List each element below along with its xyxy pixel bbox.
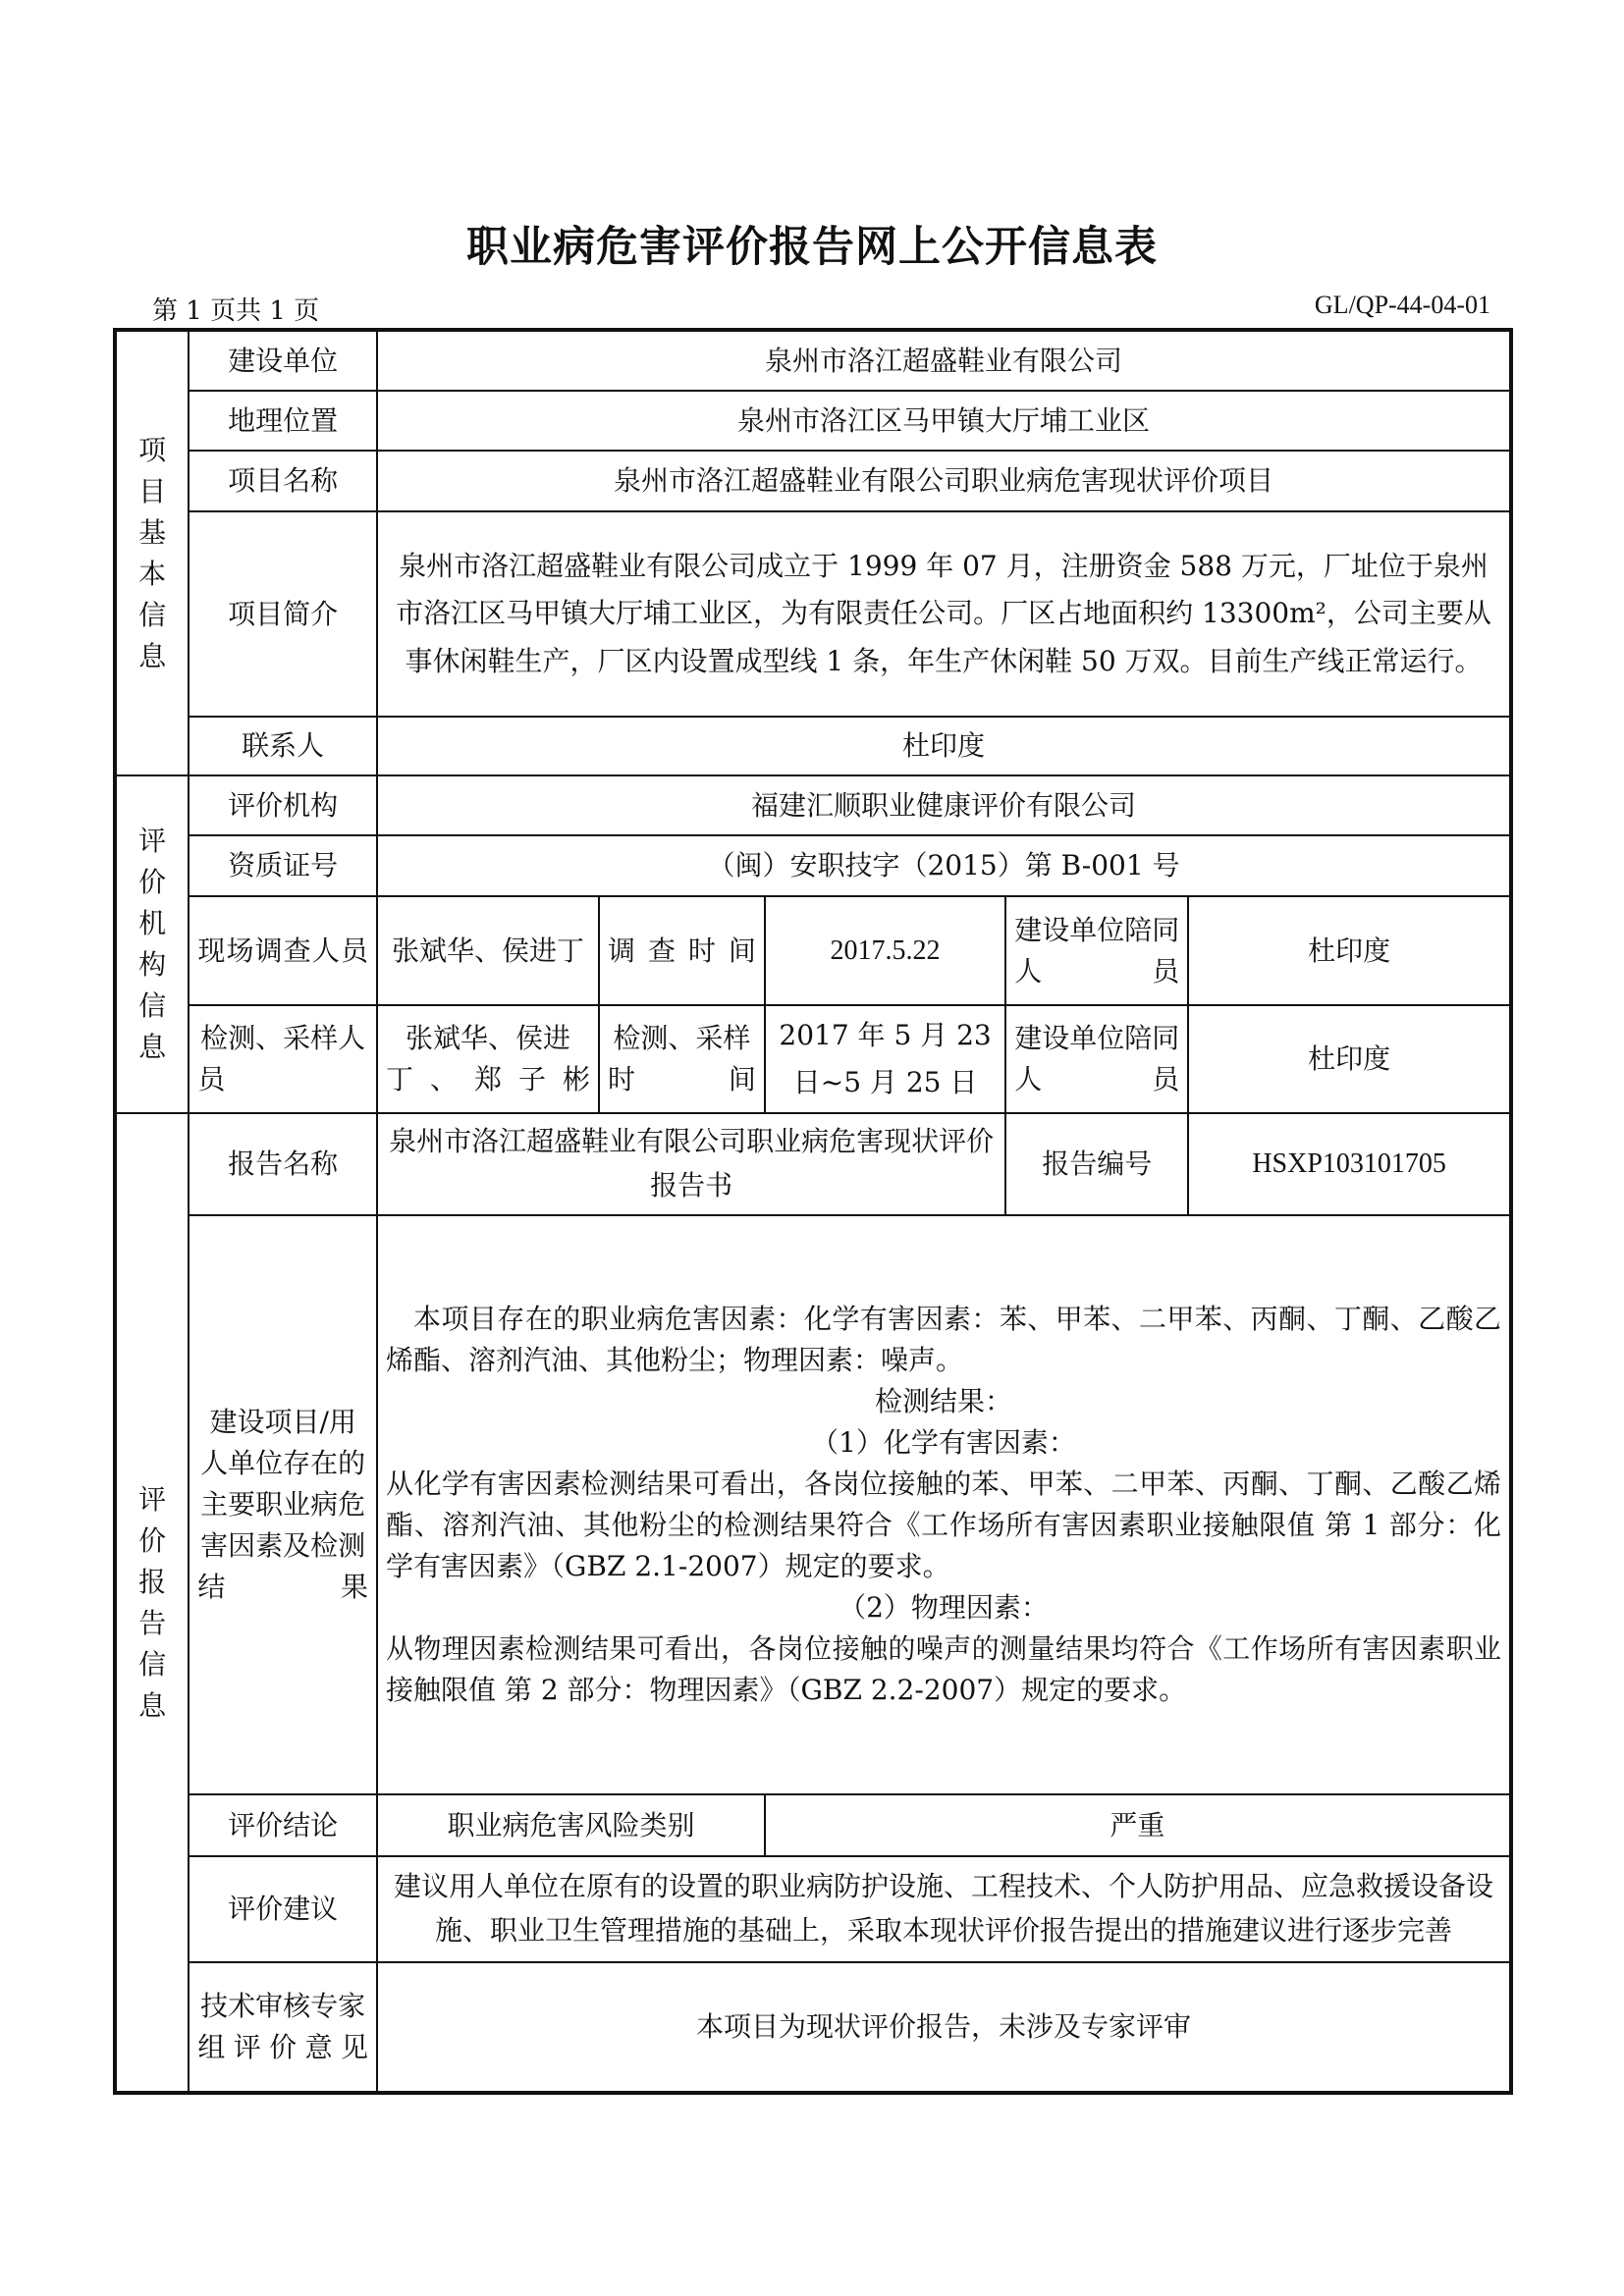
expert-value: 本项目为现状评价报告，未涉及专家评审 bbox=[377, 1962, 1511, 2093]
survey-time-value: 2017.5.22 bbox=[765, 896, 1005, 1005]
factors-chemical-heading: （1）化学有害因素： bbox=[811, 1426, 1076, 1459]
document-code: GL/QP-44-04-01 bbox=[1314, 291, 1490, 319]
sampling-escort-value: 杜印度 bbox=[1188, 1005, 1511, 1113]
row-report-name bbox=[115, 1113, 1511, 1215]
row-conclusion bbox=[115, 1794, 1511, 1856]
cert-label: 资质证号 bbox=[189, 835, 377, 896]
project-intro-label: 项目简介 bbox=[189, 511, 377, 717]
row-cert bbox=[115, 835, 1511, 896]
project-name-label: 项目名称 bbox=[189, 451, 377, 511]
report-no-label: 报告编号 bbox=[1005, 1113, 1188, 1215]
risk-category-label: 职业病危害风险类别 bbox=[377, 1794, 765, 1856]
info-table bbox=[113, 328, 1513, 2095]
location-label: 地理位置 bbox=[189, 391, 377, 451]
survey-escort-label: 建设单位陪同人员 bbox=[1005, 896, 1188, 1005]
advice-value: 建议用人单位在原有的设置的职业病防护设施、工程技术、个人防护用品、应急救援设备设施、职业卫生管理措施的基础上，采取本现状评价报告提出的措施建议进行逐步完善 bbox=[377, 1856, 1511, 1962]
report-name-label: 报告名称 bbox=[189, 1113, 377, 1215]
row-sampling bbox=[115, 1005, 1511, 1113]
section-label-agency: 评 价 机 构 信 息 bbox=[115, 775, 189, 1113]
factors-physical-text: 从物理因素检测结果可看出，各岗位接触的噪声的测量结果均符合《工作场所有害因素职业接触限值 第 2 部分：物理因素》（GBZ 2.2-2007）规定的要求。 bbox=[386, 1632, 1501, 1706]
agency-label: 评价机构 bbox=[189, 775, 377, 835]
survey-staff-label: 现场调查人员 bbox=[189, 896, 377, 1005]
sampling-staff-label: 检测、采样人员 bbox=[189, 1005, 377, 1113]
row-contact bbox=[115, 717, 1511, 775]
row-factors bbox=[115, 1215, 1511, 1794]
row-project-name bbox=[115, 451, 1511, 511]
cert-value: （闽）安职技字（2015）第 B-001 号 bbox=[377, 835, 1511, 896]
expert-label: 技术审核专家组评价意见 bbox=[189, 1962, 377, 2093]
contact-value: 杜印度 bbox=[377, 717, 1511, 775]
factors-results-heading: 检测结果： bbox=[875, 1385, 1013, 1417]
builder-label: 建设单位 bbox=[189, 330, 377, 391]
agency-value: 福建汇顺职业健康评价有限公司 bbox=[377, 775, 1511, 835]
row-location bbox=[115, 391, 1511, 451]
section-label-report: 评 价 报 告 信 息 bbox=[115, 1113, 189, 2093]
factors-label: 建设项目/用人单位存在的主要职业病危害因素及检测结果 bbox=[189, 1215, 377, 1794]
report-no-value: HSXP103101705 bbox=[1188, 1113, 1511, 1215]
factors-physical-heading: （2）物理因素： bbox=[839, 1591, 1049, 1624]
factors-content bbox=[377, 1215, 1511, 1794]
conclusion-label: 评价结论 bbox=[189, 1794, 377, 1856]
risk-category-value: 严重 bbox=[765, 1794, 1511, 1856]
factors-chemical-text: 从化学有害因素检测结果可看出，各岗位接触的苯、甲苯、二甲苯、丙酮、丁酮、乙酸乙烯酯、溶剂汽油、其他粉尘的检测结果符合《工作场所有害因素职业接触限值 第 1 部分：化学有害因素》（GBZ 2.1-2007）规定的要求。 bbox=[386, 1468, 1501, 1582]
row-advice bbox=[115, 1856, 1511, 1962]
sampling-time-value: 2017 年 5 月 23 日~5 月 25 日 bbox=[765, 1005, 1005, 1113]
row-expert bbox=[115, 1962, 1511, 2093]
advice-label: 评价建议 bbox=[189, 1856, 377, 1962]
row-builder bbox=[115, 330, 1511, 391]
survey-escort-value: 杜印度 bbox=[1188, 896, 1511, 1005]
survey-time-label: 调查时间 bbox=[599, 896, 765, 1005]
sampling-escort-label: 建设单位陪同人员 bbox=[1005, 1005, 1188, 1113]
location-value: 泉州市洛江区马甲镇大厅埔工业区 bbox=[377, 391, 1511, 451]
row-project-intro bbox=[115, 511, 1511, 717]
report-name-value: 泉州市洛江超盛鞋业有限公司职业病危害现状评价报告书 bbox=[377, 1113, 1005, 1215]
row-agency bbox=[115, 775, 1511, 835]
page-info: 第 1 页共 1 页 bbox=[152, 296, 320, 326]
contact-label: 联系人 bbox=[189, 717, 377, 775]
factors-intro: 本项目存在的职业病危害因素：化学有害因素：苯、甲苯、二甲苯、丙酮、丁酮、乙酸乙烯酯、溶剂汽油、其他粉尘；物理因素：噪声。 bbox=[386, 1303, 1501, 1376]
section-label-project-basic: 项 目 基 本 信 息 bbox=[115, 330, 189, 775]
document-title: 职业病危害评价报告网上公开信息表 bbox=[466, 223, 1158, 272]
survey-staff-value: 张斌华、侯进丁 bbox=[377, 896, 599, 1005]
sampling-staff-value: 张斌华、侯进丁、郑子彬 bbox=[377, 1005, 599, 1113]
row-survey bbox=[115, 896, 1511, 1005]
builder-value: 泉州市洛江超盛鞋业有限公司 bbox=[377, 330, 1511, 391]
sampling-time-label: 检测、采样时间 bbox=[599, 1005, 765, 1113]
project-intro-value: 泉州市洛江超盛鞋业有限公司成立于 1999 年 07 月，注册资金 588 万元，厂址位于泉州市洛江区马甲镇大厅埔工业区，为有限责任公司。厂区占地面积约 13300m²，公司主要从事休闲鞋生产，厂区内设置成型线 1 条，年生产休闲鞋 50 万双。目前生产线正常运行。 bbox=[377, 511, 1511, 717]
project-name-value: 泉州市洛江超盛鞋业有限公司职业病危害现状评价项目 bbox=[377, 451, 1511, 511]
